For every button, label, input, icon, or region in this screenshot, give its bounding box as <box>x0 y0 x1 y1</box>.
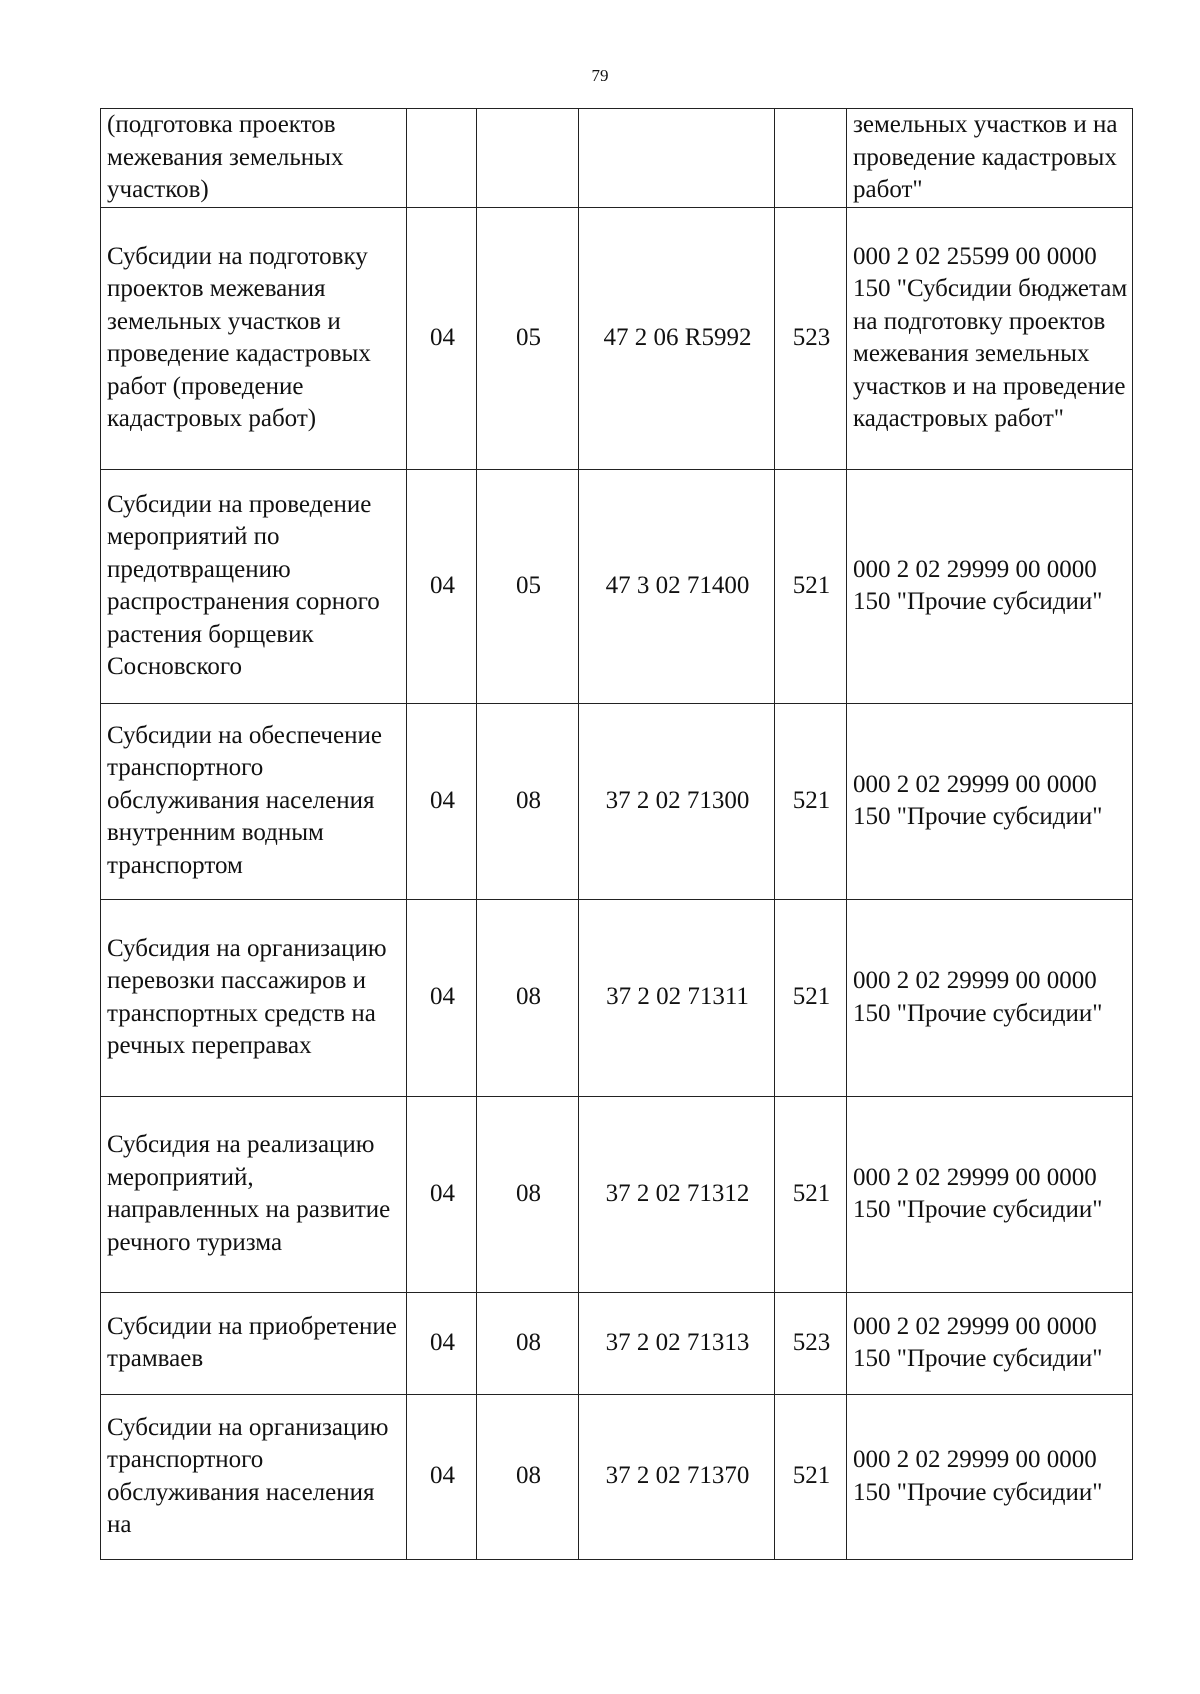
subsection-code-cell: 08 <box>477 1394 579 1559</box>
target-code-cell: 37 2 02 71313 <box>579 1292 775 1394</box>
row-name-cell: Субсидии на обеспечение транспортного обслуживания населения внутренним водным транспортом <box>101 703 407 899</box>
income-source-cell: 000 2 02 25599 00 0000 150 "Субсидии бюджетам на подготовку проектов межевания земельных участков и на проведение кадастровых работ" <box>847 207 1133 469</box>
subsection-code-cell <box>477 109 579 208</box>
target-code-cell: 37 2 02 71311 <box>579 899 775 1096</box>
page-number: 79 <box>591 66 609 85</box>
expense-type-cell: 521 <box>775 703 847 899</box>
section-code-cell: 04 <box>407 1292 477 1394</box>
subsection-code-cell: 08 <box>477 1292 579 1394</box>
income-source-cell: 000 2 02 29999 00 0000 150 "Прочие субсидии" <box>847 703 1133 899</box>
row-name-cell: Субсидия на организацию перевозки пассажиров и транспортных средств на речных переправах <box>101 899 407 1096</box>
income-source-cell: 000 2 02 29999 00 0000 150 "Прочие субсидии" <box>847 469 1133 703</box>
subsection-code-cell: 08 <box>477 703 579 899</box>
subsection-code-cell: 05 <box>477 207 579 469</box>
section-code-cell <box>407 109 477 208</box>
table-row <box>101 899 1133 1096</box>
section-code-cell: 04 <box>407 1096 477 1292</box>
section-code-cell: 04 <box>407 1394 477 1559</box>
table-row <box>101 703 1133 899</box>
row-name-cell: Субсидии на приобретение трамваев <box>101 1292 407 1394</box>
section-code-cell: 04 <box>407 207 477 469</box>
table-row <box>101 109 1133 208</box>
expense-type-cell: 523 <box>775 207 847 469</box>
row-name-cell: Субсидии на организацию транспортного обслуживания населения на <box>101 1394 407 1559</box>
budget-table <box>100 108 1133 1560</box>
income-source-cell: 000 2 02 29999 00 0000 150 "Прочие субсидии" <box>847 899 1133 1096</box>
section-code-cell: 04 <box>407 899 477 1096</box>
subsection-code-cell: 08 <box>477 899 579 1096</box>
table-row <box>101 207 1133 469</box>
row-name-cell: Субсидии на проведение мероприятий по предотвращению распространения сорного растения борщевик Сосновского <box>101 469 407 703</box>
section-code-cell: 04 <box>407 703 477 899</box>
table-row <box>101 469 1133 703</box>
row-name-cell: Субсидия на реализацию мероприятий, направленных на развитие речного туризма <box>101 1096 407 1292</box>
expense-type-cell <box>775 109 847 208</box>
target-code-cell <box>579 109 775 208</box>
income-source-cell: земельных участков и на проведение кадастровых работ" <box>847 109 1133 208</box>
section-code-cell: 04 <box>407 469 477 703</box>
subsection-code-cell: 05 <box>477 469 579 703</box>
table-row <box>101 1292 1133 1394</box>
target-code-cell: 47 2 06 R5992 <box>579 207 775 469</box>
target-code-cell: 47 3 02 71400 <box>579 469 775 703</box>
expense-type-cell: 521 <box>775 1096 847 1292</box>
row-name-cell: Субсидии на подготовку проектов межевания земельных участков и проведение кадастровых работ (проведение кадастровых работ) <box>101 207 407 469</box>
income-source-cell: 000 2 02 29999 00 0000 150 "Прочие субсидии" <box>847 1292 1133 1394</box>
target-code-cell: 37 2 02 71370 <box>579 1394 775 1559</box>
expense-type-cell: 521 <box>775 899 847 1096</box>
target-code-cell: 37 2 02 71300 <box>579 703 775 899</box>
income-source-cell: 000 2 02 29999 00 0000 150 "Прочие субсидии" <box>847 1096 1133 1292</box>
expense-type-cell: 521 <box>775 1394 847 1559</box>
subsection-code-cell: 08 <box>477 1096 579 1292</box>
income-source-cell: 000 2 02 29999 00 0000 150 "Прочие субсидии" <box>847 1394 1133 1559</box>
table-row <box>101 1096 1133 1292</box>
table-row <box>101 1394 1133 1559</box>
expense-type-cell: 521 <box>775 469 847 703</box>
expense-type-cell: 523 <box>775 1292 847 1394</box>
row-name-cell: (подготовка проектов межевания земельных участков) <box>101 109 407 208</box>
target-code-cell: 37 2 02 71312 <box>579 1096 775 1292</box>
